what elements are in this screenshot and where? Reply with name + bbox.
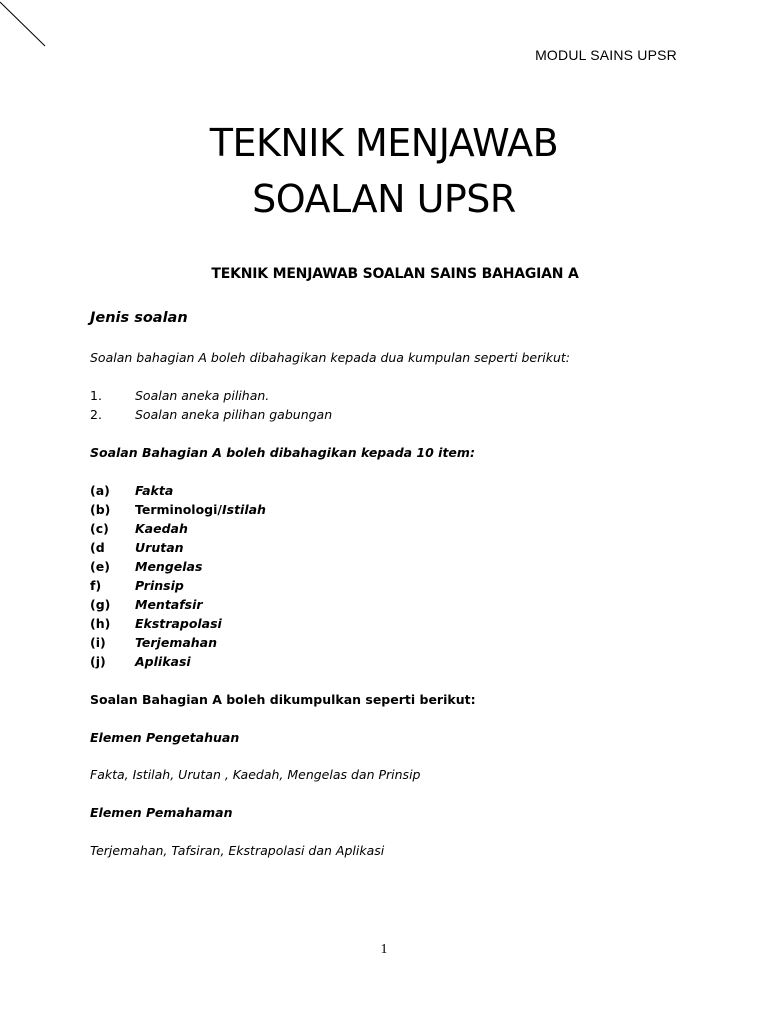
item-text: Mentafsir [135, 597, 203, 612]
running-header: MODUL SAINS UPSR [535, 47, 677, 63]
elemen-pemahaman-heading: Elemen Pemahaman [90, 805, 233, 820]
item-text: Mengelas [135, 559, 203, 574]
item-text-italic: Istilah [221, 502, 266, 517]
item-key: (h) [90, 616, 111, 631]
page-number: 1 [380, 942, 388, 957]
title-line-1: TEKNIK MENJAWAB [209, 121, 559, 165]
jenis-soalan-heading: Jenis soalan [90, 310, 188, 326]
page-title [0, 115, 768, 227]
elemen-pengetahuan-heading: Elemen Pengetahuan [90, 730, 240, 745]
items-heading: Soalan Bahagian A boleh dibahagikan kepada 10 item: [90, 445, 475, 460]
corner-fold-line [0, 0, 60, 60]
item-key: (i) [90, 635, 106, 650]
title-line-2: SOALAN UPSR [252, 177, 516, 221]
pemahaman-list: Terjemahan, Tafsiran, Ekstrapolasi dan Aplikasi [90, 843, 385, 858]
item-key: (b) [90, 502, 111, 517]
item-text: Urutan [135, 540, 184, 555]
item-key: (d [90, 540, 105, 555]
item-key: (e) [90, 559, 110, 574]
item-text: Kaedah [135, 521, 188, 536]
item-key: f) [90, 578, 102, 593]
item-text: Fakta [135, 483, 174, 498]
grouping-heading: Soalan Bahagian A boleh dikumpulkan seperti berikut: [90, 692, 476, 707]
item-text-plain: Terminologi/ [135, 502, 222, 517]
item-text [135, 502, 266, 517]
item-text: Prinsip [135, 578, 184, 593]
item-text: Aplikasi [135, 654, 191, 669]
item-text: Ekstrapolasi [135, 616, 222, 631]
pengetahuan-list: Fakta, Istilah, Urutan , Kaedah, Mengelas dan Prinsip [90, 767, 421, 782]
section-subtitle: TEKNIK MENJAWAB SOALAN SAINS BAHAGIAN A [211, 266, 579, 282]
item-key: (c) [90, 521, 109, 536]
type-text: Soalan aneka pilihan. [135, 388, 270, 403]
jenis-intro: Soalan bahagian A boleh dibahagikan kepada dua kumpulan seperti berikut: [90, 350, 570, 365]
item-key: (a) [90, 483, 110, 498]
item-key: (j) [90, 654, 106, 669]
type-number: 1. [90, 388, 102, 403]
type-text: Soalan aneka pilihan gabungan [135, 407, 333, 422]
type-number: 2. [90, 407, 102, 422]
item-text: Terjemahan [135, 635, 218, 650]
item-key: (g) [90, 597, 111, 612]
